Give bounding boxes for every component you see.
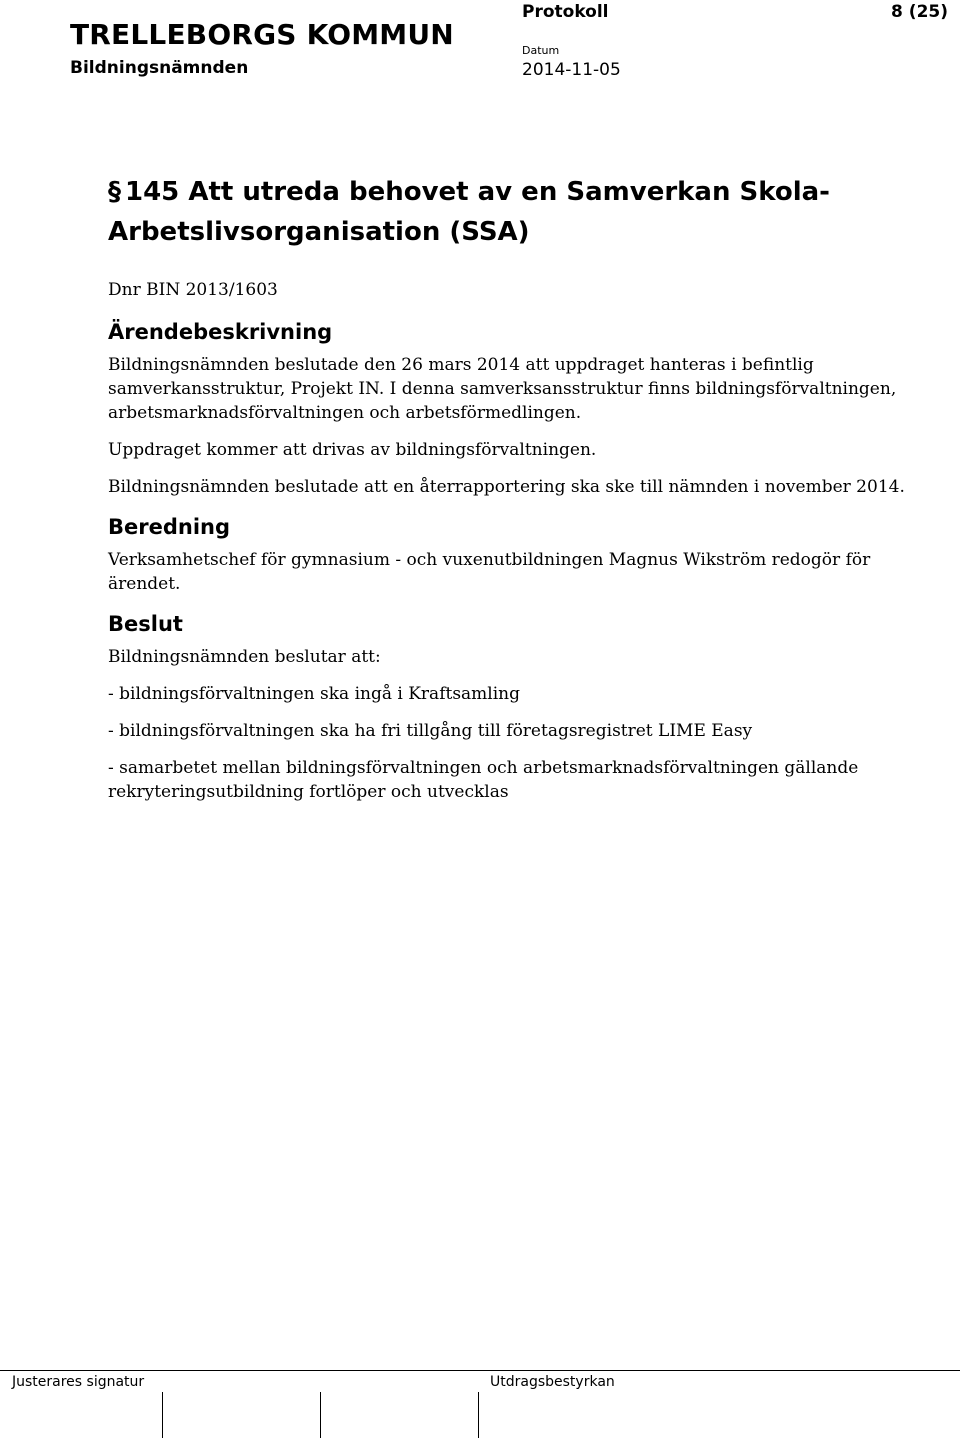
signature-box-divider [162, 1392, 163, 1438]
beslut-intro: Bildningsnämnden beslutar att: [108, 647, 381, 667]
signature-box-divider [478, 1392, 479, 1438]
date-label: Datum [522, 44, 560, 57]
page-number: 8 (25) [891, 2, 948, 22]
beslut-item: - bildningsförvaltningen ska ha fri tillgång till företagsregistret LIME Easy [108, 721, 753, 741]
excerpt-label: Utdragsbestyrkan [490, 1374, 615, 1390]
beredning-paragraph: Verksamhetschef för gymnasium - och vuxenutbildningen Magnus Wikström redogör för ärendet. [108, 550, 871, 594]
arendebeskrivning-heading: Ärendebeskrivning [108, 320, 333, 344]
arendebeskrivning-paragraph: Uppdraget kommer att drivas av bildningsförvaltningen. [108, 440, 597, 460]
footer-divider [0, 1370, 960, 1371]
board-name: Bildningsnämnden [70, 58, 249, 78]
signature-label: Justerares signatur [12, 1374, 145, 1390]
beslut-heading: Beslut [108, 612, 183, 636]
protocol-body [108, 172, 928, 817]
organization-name: TRELLEBORGS KOMMUN [70, 18, 454, 51]
signature-box-divider [320, 1392, 321, 1438]
diary-number: Dnr BIN 2013/1603 [108, 280, 278, 300]
arendebeskrivning-paragraph: Bildningsnämnden beslutade den 26 mars 2014 att uppdraget hanteras i befintlig samverkansstruktur, Projekt IN. I denna samverksansstruktur finns bildningsförvaltningen, arbetsmarknadsförvaltningen och arbetsförmedlingen. [108, 355, 897, 423]
section-sign: § [108, 177, 121, 207]
beredning-heading: Beredning [108, 515, 231, 539]
arendebeskrivning-paragraph: Bildningsnämnden beslutade att en återrapportering ska ske till nämnden i november 2014. [108, 477, 905, 497]
date-value: 2014-11-05 [522, 60, 621, 80]
beslut-item: - samarbetet mellan bildningsförvaltningen och arbetsmarknadsförvaltningen gällande rekryteringsutbildning fortlöper och utvecklas [108, 758, 859, 802]
beslut-item: - bildningsförvaltningen ska ingå i Kraftsamling [108, 684, 521, 704]
matter-title-text: 145 Att utreda behovet av en Samverkan Skola-Arbetslivsorganisation (SSA) [108, 177, 830, 247]
document-type: Protokoll [522, 2, 609, 22]
matter-title [108, 172, 928, 252]
